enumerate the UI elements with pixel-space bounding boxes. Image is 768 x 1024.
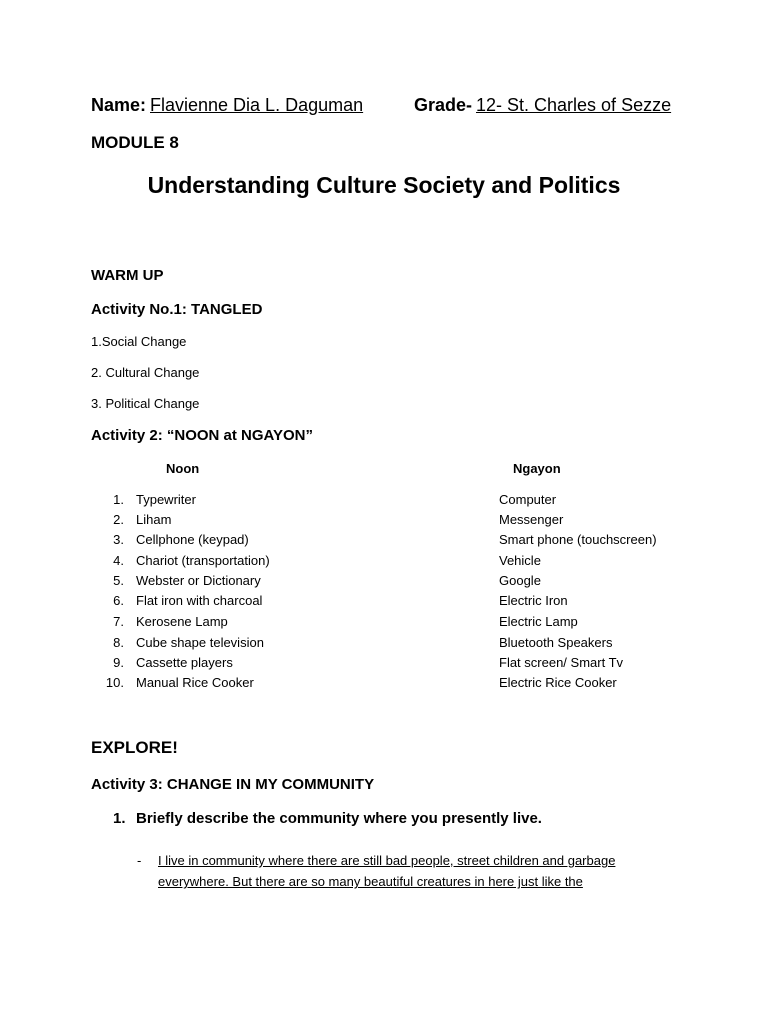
noon-item: Manual Rice Cooker xyxy=(136,675,254,690)
ngayon-item: Electric Lamp xyxy=(499,614,578,629)
module-heading: MODULE 8 xyxy=(91,133,179,152)
ngayon-item: Flat screen/ Smart Tv xyxy=(499,655,624,670)
name-label: Name: xyxy=(91,95,147,115)
document-title: Understanding Culture Society and Politics xyxy=(147,172,621,198)
noon-item: Cellphone (keypad) xyxy=(136,532,249,547)
answer-line: I live in community where there are still bad people, street children and garbage xyxy=(158,853,616,868)
item-number: 8. xyxy=(113,635,124,650)
noon-item: Kerosene Lamp xyxy=(136,614,228,629)
grade-value: 12- St. Charles of Sezze xyxy=(476,95,672,115)
noon-item: Cassette players xyxy=(136,655,233,670)
item-number: 1. xyxy=(113,492,124,507)
explore-heading: EXPLORE! xyxy=(91,738,178,757)
noon-item: Liham xyxy=(136,512,172,527)
answer-bullet: - xyxy=(137,853,142,868)
ngayon-item: Smart phone (touchscreen) xyxy=(499,532,657,547)
noon-item: Flat iron with charcoal xyxy=(136,593,263,608)
answer-line: everywhere. But there are so many beautiful creatures in here just like the xyxy=(158,874,583,889)
column-header-noon: Noon xyxy=(166,461,200,476)
ngayon-item: Electric Iron xyxy=(499,593,568,608)
activity1-title: Activity No.1: TANGLED xyxy=(91,301,263,318)
ngayon-item: Google xyxy=(499,573,541,588)
item-number: 3. xyxy=(113,532,124,547)
warm-up-heading: WARM UP xyxy=(91,267,164,284)
activity3-title: Activity 3: CHANGE IN MY COMMUNITY xyxy=(91,776,375,793)
name-value: Flavienne Dia L. Daguman xyxy=(150,95,364,115)
activity1-item: 1.Social Change xyxy=(91,334,187,349)
grade-label: Grade- xyxy=(414,95,473,115)
item-number: 2. xyxy=(113,512,124,527)
question-number: 1. xyxy=(113,810,126,827)
item-number: 4. xyxy=(113,553,124,568)
activity1-item: 2. Cultural Change xyxy=(91,365,200,380)
item-number: 6. xyxy=(113,593,124,608)
item-number: 9. xyxy=(113,655,124,670)
ngayon-item: Messenger xyxy=(499,512,564,527)
noon-item: Webster or Dictionary xyxy=(136,573,261,588)
ngayon-item: Vehicle xyxy=(499,553,541,568)
item-number: 10. xyxy=(105,675,124,690)
item-number: 5. xyxy=(113,573,124,588)
column-header-ngayon: Ngayon xyxy=(513,461,561,476)
question-text: Briefly describe the community where you presently live. xyxy=(136,810,542,827)
activity2-title: Activity 2: “NOON at NGAYON” xyxy=(91,427,313,444)
ngayon-item: Computer xyxy=(499,492,557,507)
noon-item: Chariot (transportation) xyxy=(136,553,270,568)
ngayon-item: Bluetooth Speakers xyxy=(499,635,613,650)
ngayon-item: Electric Rice Cooker xyxy=(499,675,617,690)
item-number: 7. xyxy=(113,614,124,629)
activity1-item: 3. Political Change xyxy=(91,396,200,411)
noon-item: Typewriter xyxy=(136,492,196,507)
noon-item: Cube shape television xyxy=(136,635,264,650)
